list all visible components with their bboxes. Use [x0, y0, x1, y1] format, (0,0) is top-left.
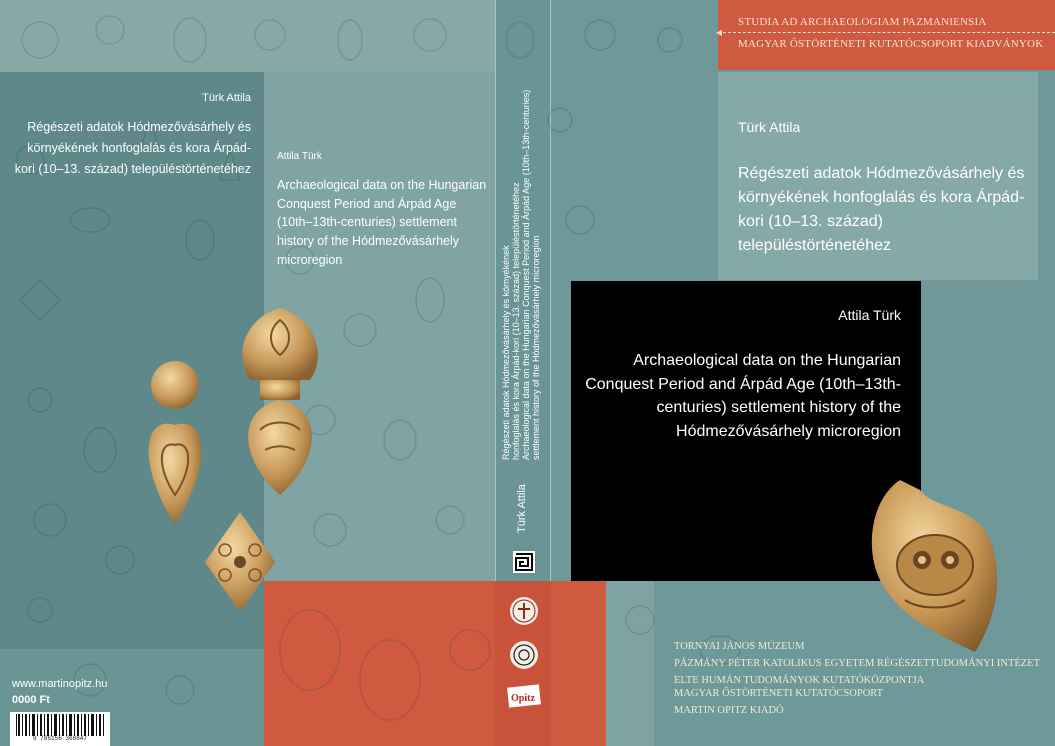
back-title: Régészeti adatok Hódmezővásárhely és környékének honfoglalás és kora Árpád-kori (10–13. század) településtörténetéhez — [14, 120, 251, 176]
series-line-2: MAGYAR ŐSTÖRTÉNETI KUTATÓCSOPORT KIADVÁNYOK — [738, 38, 1044, 50]
opitz-logo-icon — [507, 684, 541, 708]
front-en-author: Attila Türk — [838, 307, 901, 323]
arrow-left-icon: ◂ — [716, 25, 723, 39]
inner-title: Archaeological data on the Hungarian Conquest Period and Árpád Age (10th–13th-centuries) settlement history of the Hódmezővásárhely microregion — [277, 178, 487, 267]
spine-title-line-2: honfoglalás és kora Árpád-kori (10–13. század) településtörténetéhez — [511, 182, 521, 460]
front-hungarian-panel — [718, 72, 1038, 280]
front-en-title: Archaeological data on the Hungarian Conquest Period and Árpád Age (10th–13th-centuries) settlement history of the Hódmezővásárhely microregion — [585, 352, 901, 440]
gold-jewellery-image — [140, 300, 340, 620]
maze-logo-icon — [512, 550, 536, 574]
publisher-4: MAGYAR ŐSTÖRTÉNETI KUTATÓCSOPORT — [674, 688, 884, 699]
publisher-1: TORNYAI JÁNOS MÚZEUM — [674, 641, 805, 652]
dashed-rule — [718, 32, 1055, 33]
university-seal-icon — [509, 596, 539, 626]
price: 0000 Ft — [12, 694, 50, 706]
spine-title-line-1: Régészeti adatok Hódmezővásárhely és környékének — [501, 245, 511, 460]
front-hu-title: Régészeti adatok Hódmezővásárhely és környékének honfoglalás és kora Árpád-kori (10–13. század) településtörténetéhez — [738, 165, 1025, 254]
series-line-1: STUDIA AD ARCHAEOLOGIAM PAZMANIENSIA — [738, 16, 987, 28]
opitz-logo-text: Opitz — [511, 693, 535, 704]
inner-author: Attila Türk — [277, 151, 322, 162]
museum-seal-icon — [509, 640, 539, 670]
spine-title-block — [501, 0, 541, 460]
series-banner — [718, 0, 1055, 70]
front-hu-author: Türk Attila — [738, 119, 801, 135]
spine-title-line-4: settlement history of the Hódmezővásárhely microregion — [531, 235, 541, 460]
isbn-number: 9 786156 368847 — [32, 735, 87, 742]
publisher-3: ELTE HUMÁN TUDOMÁNYOK KUTATÓKÖZPONTJA — [674, 675, 925, 686]
gold-pendant-image — [860, 470, 1010, 655]
spine-author: Türk Attila — [516, 484, 528, 533]
spine-title-line-3: Archaeological data on the Hungarian Conquest Period and Árpád Age (10th–13th-centuries) — [521, 89, 531, 460]
publisher-5: MARTIN OPITZ KIADÓ — [674, 705, 784, 716]
publisher-2: PÁZMÁNY PÉTER KATOLIKUS EGYETEM RÉGÉSZETTUDOMÁNYI INTÉZET — [674, 658, 1041, 669]
back-author: Türk Attila — [202, 92, 251, 104]
publisher-website: www.martinopitz.hu — [12, 678, 108, 690]
